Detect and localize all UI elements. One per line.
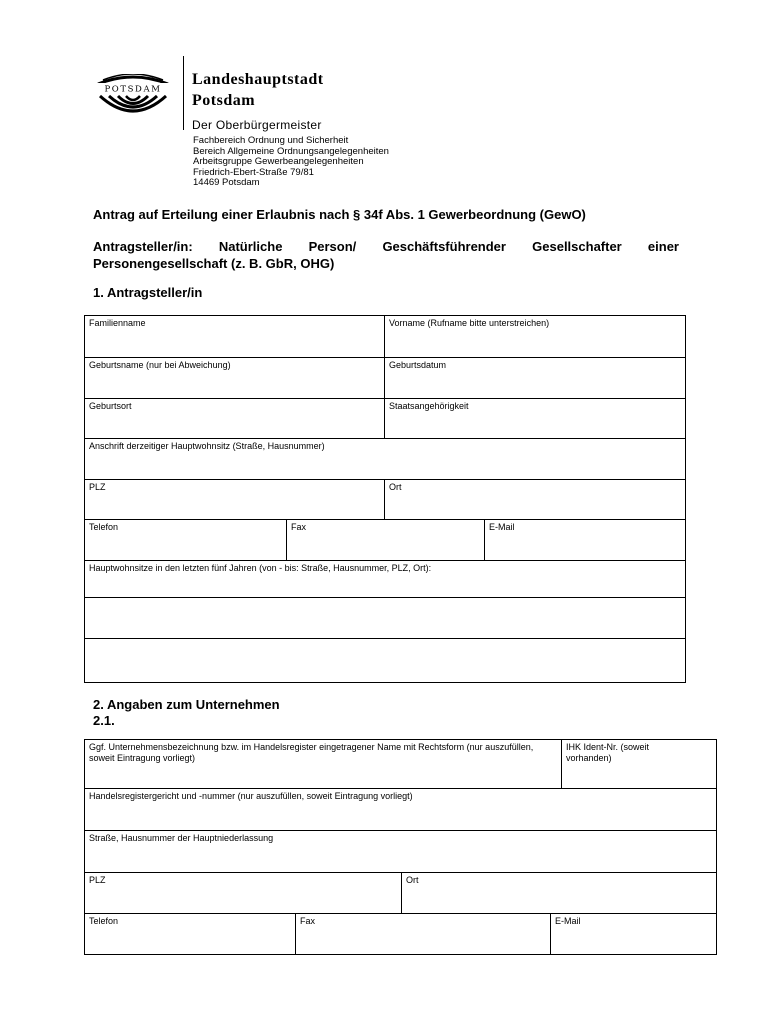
- staatsangehoerigkeit-field[interactable]: Staatsangehörigkeit: [384, 398, 686, 439]
- unternehmensbezeichnung-field[interactable]: Ggf. Unternehmensbezeichnung bzw. im Handelsregister eingetragener Name mit Rechtsform (nur auszufüllen, soweit Eintragung vorliegt): [84, 739, 562, 789]
- company-telefon-field[interactable]: Telefon: [84, 913, 296, 955]
- ihk-ident-field[interactable]: IHK Ident-Nr. (soweit vorhanden): [561, 739, 717, 789]
- company-fax-field[interactable]: Fax: [295, 913, 551, 955]
- address-line: 14469 Potsdam: [193, 177, 260, 189]
- address-line: Friedrich-Ebert-Straße 79/81: [193, 166, 314, 178]
- fax-field[interactable]: Fax: [286, 519, 485, 561]
- svg-text:POTSDAM: POTSDAM: [104, 84, 162, 95]
- company-email-field[interactable]: E-Mail: [550, 913, 717, 955]
- company-plz-field[interactable]: PLZ: [84, 872, 402, 914]
- telefon-field[interactable]: Telefon: [84, 519, 287, 561]
- geburtsname-field[interactable]: Geburtsname (nur bei Abweichung): [84, 357, 385, 399]
- potsdam-logo: [96, 74, 170, 124]
- form-title: Antrag auf Erteilung einer Erlaubnis nach § 34f Abs. 1 Gewerbeordnung (GewO): [93, 207, 586, 222]
- city-name-line2: Potsdam: [192, 92, 256, 109]
- geburtsdatum-field[interactable]: Geburtsdatum: [384, 357, 686, 399]
- form-subtitle: Antragsteller/in: Natürliche Person/ Geschäftsführender Gesellschafter einer Personengesellschaft (z. B. GbR, OHG): [93, 239, 679, 271]
- hauptniederlassung-strasse-field[interactable]: Straße, Hausnummer der Hauptniederlassung: [84, 830, 717, 873]
- address-line: Bereich Allgemeine Ordnungsangelegenheiten: [193, 145, 389, 157]
- handelsregister-field[interactable]: Handelsregistergericht und -nummer (nur auszufüllen, soweit Eintragung vorliegt): [84, 788, 717, 831]
- hauptwohnsitze-row-2[interactable]: [84, 597, 686, 639]
- mayor-line: Der Oberbürgermeister: [192, 118, 322, 132]
- address-line: Fachbereich Ordnung und Sicherheit: [193, 135, 349, 146]
- geburtsort-field[interactable]: Geburtsort: [84, 398, 385, 439]
- email-field[interactable]: E-Mail: [484, 519, 686, 561]
- department-address: [193, 136, 389, 189]
- plz-field[interactable]: PLZ: [84, 479, 385, 520]
- header-divider: [183, 56, 184, 130]
- city-name-line1: Landeshauptstadt: [192, 71, 324, 88]
- section-2-heading: 2. Angaben zum Unternehmen: [93, 697, 280, 712]
- vorname-field[interactable]: Vorname (Rufname bitte unterstreichen): [384, 315, 686, 358]
- address-line: Arbeitsgruppe Gewerbeangelegenheiten: [193, 156, 364, 168]
- familienname-field[interactable]: Familienname: [84, 315, 385, 358]
- hauptwohnsitze-field[interactable]: Hauptwohnsitze in den letzten fünf Jahren (von - bis: Straße, Hausnummer, PLZ, Ort):: [84, 560, 686, 598]
- section-2-1-heading: 2.1.: [93, 713, 115, 728]
- company-ort-field[interactable]: Ort: [401, 872, 717, 914]
- anschrift-field[interactable]: Anschrift derzeitiger Hauptwohnsitz (Straße, Hausnummer): [84, 438, 686, 480]
- hauptwohnsitze-row-3[interactable]: [84, 638, 686, 683]
- ort-field[interactable]: Ort: [384, 479, 686, 520]
- section-1-heading: 1. Antragsteller/in: [93, 285, 203, 300]
